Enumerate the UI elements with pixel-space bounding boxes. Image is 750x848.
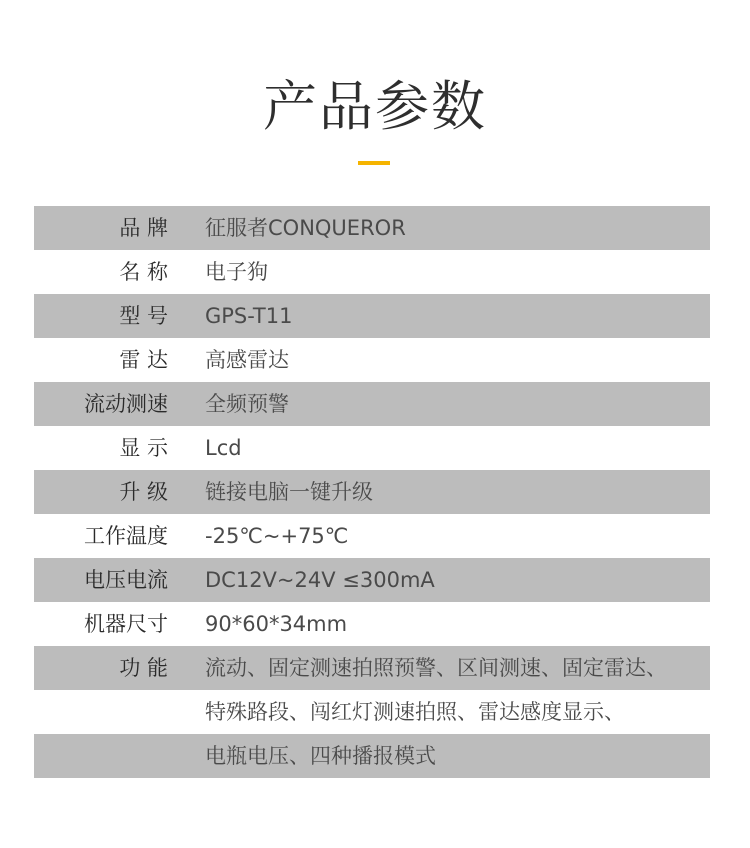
spec-value: 征服者CONQUEROR xyxy=(205,216,406,240)
spec-label: 流动测速 xyxy=(84,392,168,416)
spec-label: 显 示 xyxy=(119,436,168,460)
spec-label: 功 能 xyxy=(119,656,168,680)
spec-row-display xyxy=(34,426,710,470)
page-title: 产品参数 xyxy=(263,75,487,138)
spec-label: 升 级 xyxy=(119,480,168,504)
spec-value: 电子狗 xyxy=(205,260,268,284)
spec-value: Lcd xyxy=(205,436,242,460)
spec-value: -25℃~+75℃ xyxy=(205,524,349,548)
spec-label: 型 号 xyxy=(119,304,168,328)
spec-label: 电压电流 xyxy=(84,568,168,592)
spec-label: 名 称 xyxy=(119,260,168,284)
spec-row-size xyxy=(34,602,710,646)
spec-value: 高感雷达 xyxy=(205,348,289,372)
spec-row-name xyxy=(34,250,710,294)
spec-row-function xyxy=(34,646,710,690)
spec-row-brand xyxy=(34,206,710,250)
spec-label xyxy=(34,690,168,734)
spec-table xyxy=(34,206,710,778)
spec-value: DC12V~24V ≤300mA xyxy=(205,568,435,592)
spec-label xyxy=(34,734,168,778)
spec-row-temperature xyxy=(34,514,710,558)
spec-value: GPS-T11 xyxy=(205,304,293,328)
spec-row-mobile-speed xyxy=(34,382,710,426)
spec-row-model xyxy=(34,294,710,338)
spec-value: 电瓶电压、四种播报模式 xyxy=(205,744,436,768)
spec-label: 雷 达 xyxy=(119,348,168,372)
spec-label: 工作温度 xyxy=(84,524,168,548)
spec-row-upgrade xyxy=(34,470,710,514)
spec-value: 90*60*34mm xyxy=(205,612,348,636)
spec-label: 机器尺寸 xyxy=(84,612,168,636)
spec-row-function-cont-1 xyxy=(34,690,710,734)
spec-value: 全频预警 xyxy=(205,392,289,416)
spec-label: 品 牌 xyxy=(119,216,168,240)
spec-value: 特殊路段、闯红灯测速拍照、雷达感度显示、 xyxy=(205,700,625,724)
spec-row-function-cont-2 xyxy=(34,734,710,778)
title-underline xyxy=(358,161,390,165)
spec-row-voltage xyxy=(34,558,710,602)
spec-value: 流动、固定测速拍照预警、区间测速、固定雷达、 xyxy=(205,656,667,680)
spec-value: 链接电脑一键升级 xyxy=(205,480,373,504)
spec-row-radar xyxy=(34,338,710,382)
